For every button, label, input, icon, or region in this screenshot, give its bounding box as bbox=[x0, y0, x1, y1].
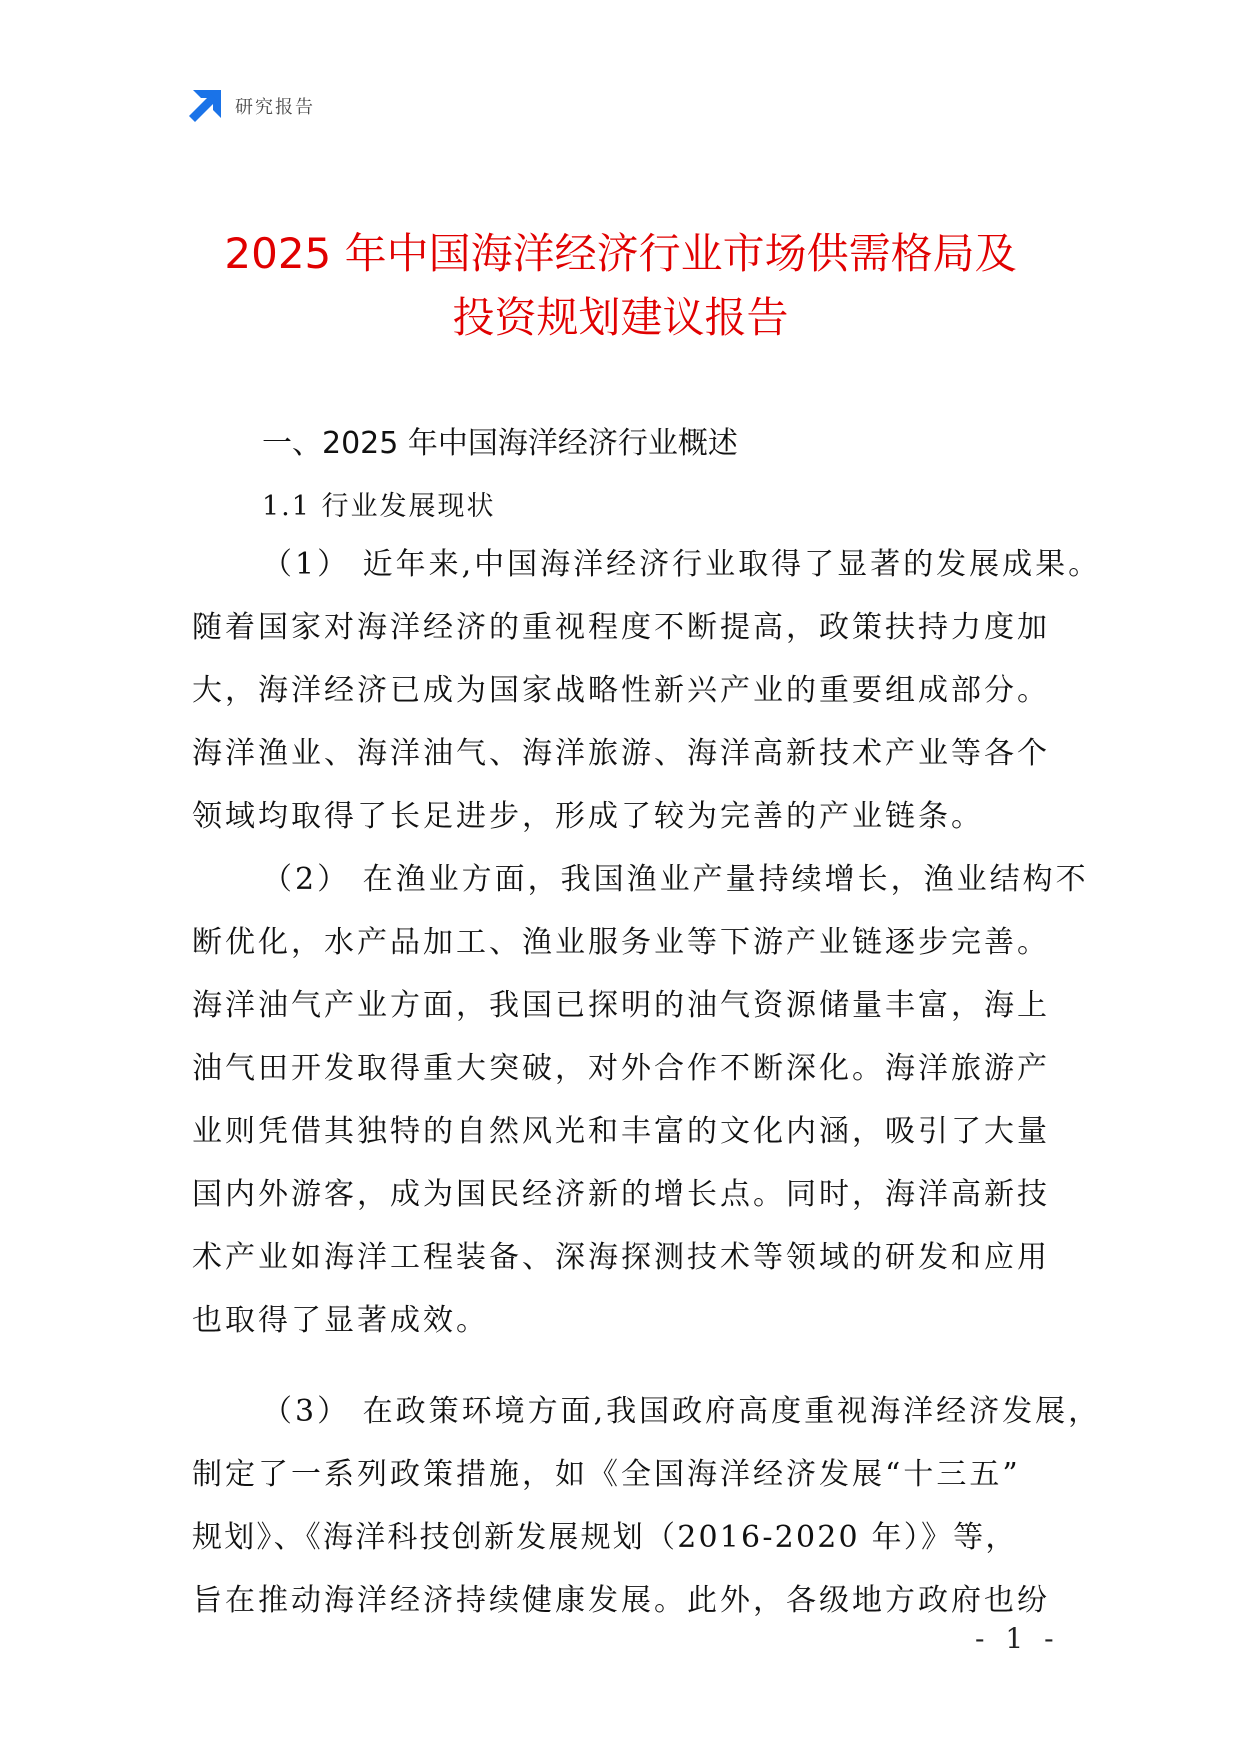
paragraph-line: 随着国家对海洋经济的重视程度不断提高，政策扶持力度加 bbox=[192, 610, 1050, 645]
title-line-2: 投资规划建议报告 bbox=[452, 293, 789, 342]
paragraph-line: 也取得了显著成效。 bbox=[192, 1303, 489, 1338]
paragraph-3 bbox=[192, 1380, 1102, 1632]
paragraph-line: （1） 近年来,中国海洋经济行业取得了显著的发展成果。 bbox=[262, 547, 1102, 582]
document-body bbox=[192, 533, 1102, 1632]
paragraph-line: 海洋油气产业方面，我国已探明的油气资源储量丰富，海上 bbox=[192, 988, 1050, 1023]
title-line-1: 2025 年中国海洋经济行业市场供需格局及 bbox=[224, 229, 1017, 278]
header-label: 研究报告 bbox=[235, 97, 315, 118]
paragraph-line: 断优化，水产品加工、渔业服务业等下游产业链逐步完善。 bbox=[192, 925, 1050, 960]
paragraph-line: 制定了一系列政策措施，如《全国海洋经济发展“十三五” bbox=[192, 1457, 1021, 1492]
paragraph-line: 油气田开发取得重大突破，对外合作不断深化。海洋旅游产 bbox=[192, 1051, 1050, 1086]
paragraph-line: 海洋渔业、海洋油气、海洋旅游、海洋高新技术产业等各个 bbox=[192, 736, 1050, 771]
paragraph-line: 大，海洋经济已成为国家战略性新兴产业的重要组成部分。 bbox=[192, 673, 1050, 708]
paragraph-line: 国内外游客，成为国民经济新的增长点。同时，海洋高新技 bbox=[192, 1177, 1050, 1212]
section-heading: 一、2025 年中国海洋经济行业概述 bbox=[262, 426, 738, 461]
arrow-up-right-icon bbox=[187, 88, 223, 124]
document-title bbox=[150, 222, 1091, 350]
paragraph-line: （3） 在政策环境方面,我国政府高度重视海洋经济发展， bbox=[262, 1394, 1102, 1429]
subsection-heading: 1.1 行业发展现状 bbox=[262, 491, 496, 522]
paragraph-1 bbox=[192, 533, 1102, 848]
paragraph-line: 业则凭借其独特的自然风光和丰富的文化内涵，吸引了大量 bbox=[192, 1114, 1050, 1149]
paragraph-line: （2） 在渔业方面，我国渔业产量持续增长，渔业结构不 bbox=[262, 862, 1089, 897]
paragraph-line: 术产业如海洋工程装备、深海探测技术等领域的研发和应用 bbox=[192, 1240, 1050, 1275]
page-number: - 1 - bbox=[975, 1622, 1060, 1655]
paragraph-2 bbox=[192, 848, 1089, 1352]
paragraph-line: 旨在推动海洋经济持续健康发展。此外，各级地方政府也纷 bbox=[192, 1583, 1050, 1618]
paragraph-line: 领域均取得了长足进步，形成了较为完善的产业链条。 bbox=[192, 799, 984, 834]
document-header bbox=[187, 88, 315, 124]
paragraph-line: 规划》、《海洋科技创新发展规划（2016-2020 年）》等， bbox=[192, 1520, 1018, 1555]
